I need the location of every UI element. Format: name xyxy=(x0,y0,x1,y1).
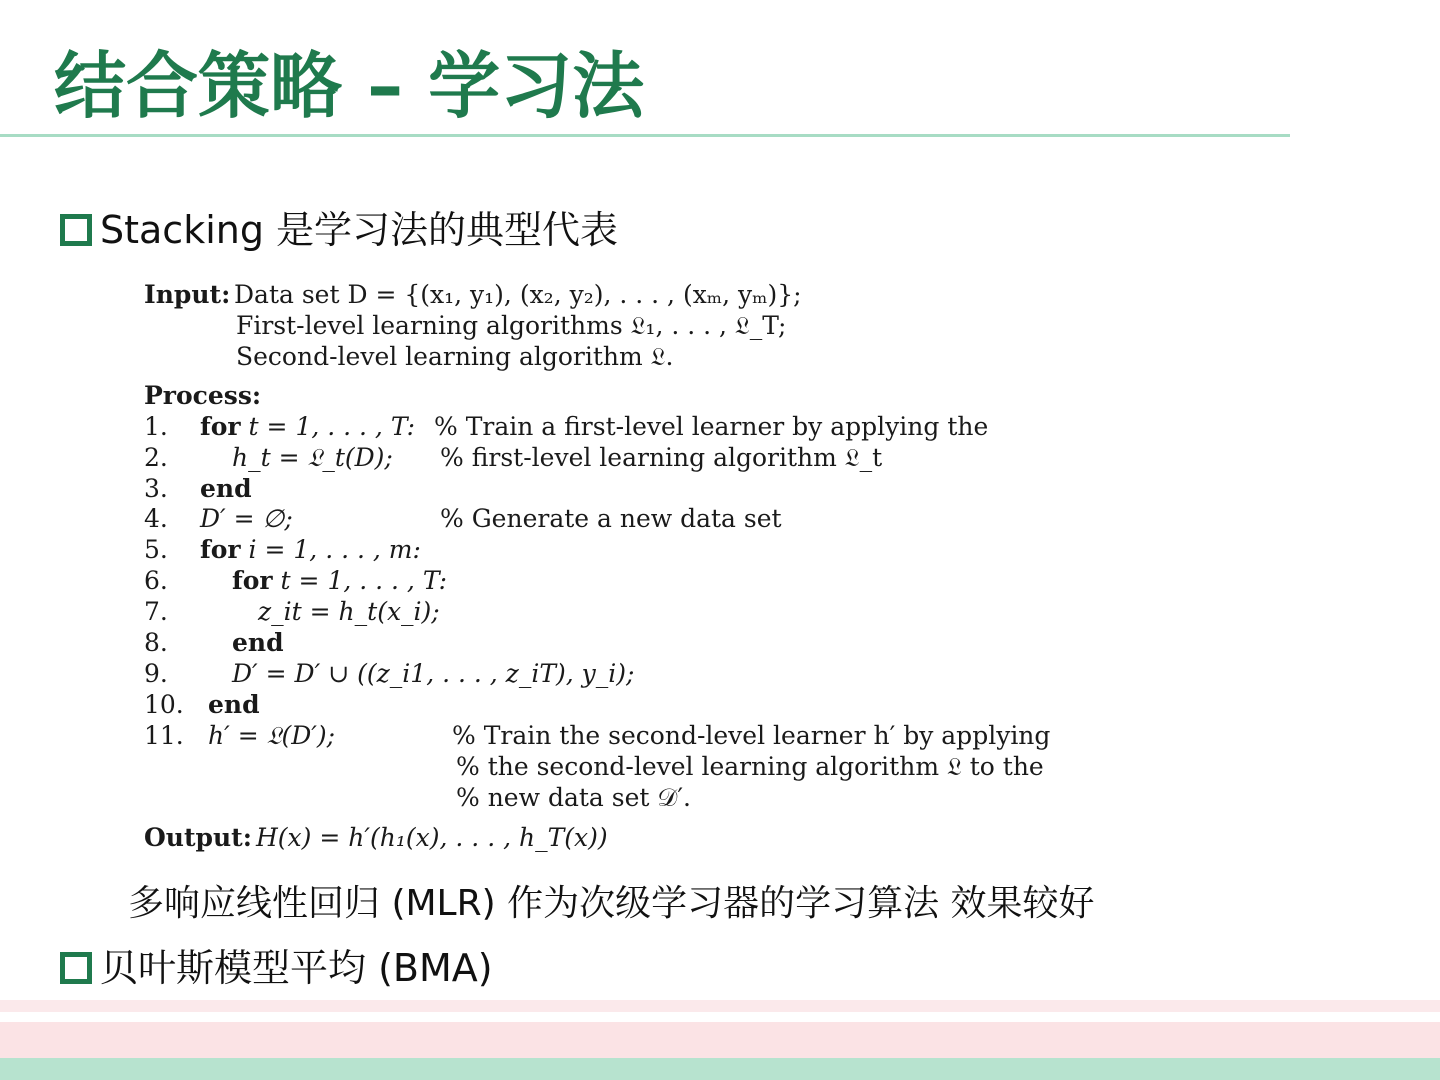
step-comment: % Generate a new data set xyxy=(440,504,782,533)
mlr-note: 多响应线性回归 (MLR) 作为次级学习器的学习算法 效果较好 xyxy=(128,883,1095,924)
keyword: end xyxy=(208,690,260,719)
step-code: D′ = ∅; xyxy=(200,504,293,533)
input-label: Input: xyxy=(144,280,231,309)
step-number: 3. xyxy=(144,474,168,503)
bullet-stacking xyxy=(60,206,618,254)
step-code: z_it = h_t(x_i); xyxy=(258,597,440,626)
code: t = 1, . . . , T: xyxy=(240,412,416,441)
output-formula: H(x) = h′(h₁(x), . . . , h_T(x)) xyxy=(256,823,608,852)
keyword: end xyxy=(232,628,284,657)
step-code: D′ = D′ ∪ ((z_i1, . . . , z_iT), y_i); xyxy=(232,659,635,688)
bullet-text: Stacking 是学习法的典型代表 xyxy=(100,208,619,252)
footer-band-light xyxy=(0,1000,1440,1012)
bullet-bma xyxy=(60,944,493,992)
keyword: for xyxy=(200,535,241,564)
bullet-text: 贝叶斯模型平均 (BMA) xyxy=(100,946,493,990)
step-comment: % first-level learning algorithm 𝔏_t xyxy=(440,443,883,472)
step-comment: % Train the second-level learner h′ by applying xyxy=(452,721,1051,750)
step-comment: % new data set 𝒟′. xyxy=(456,783,691,812)
output-label: Output: xyxy=(144,823,252,852)
keyword: end xyxy=(200,474,252,503)
keyword: for xyxy=(232,566,273,595)
stacking-algorithm xyxy=(144,280,1084,860)
input-line: First-level learning algorithms 𝔏₁, . . . , 𝔏_T; xyxy=(236,311,787,340)
code: t = 1, . . . , T: xyxy=(272,566,448,595)
step-number: 4. xyxy=(144,504,168,533)
input-line: Second-level learning algorithm 𝔏. xyxy=(236,342,674,371)
step-comment: % the second-level learning algorithm 𝔏 to the xyxy=(456,752,1044,781)
step-code: h′ = 𝔏(D′); xyxy=(208,721,336,750)
step-number: 10. xyxy=(144,690,184,719)
step-code xyxy=(232,566,447,595)
keyword: for xyxy=(200,412,241,441)
step-number: 6. xyxy=(144,566,168,595)
step-number: 9. xyxy=(144,659,168,688)
square-bullet-icon xyxy=(60,952,92,984)
slide-title: 结合策略 – 学习法 xyxy=(54,44,645,128)
code: i = 1, . . . , m: xyxy=(240,535,421,564)
step-number: 7. xyxy=(144,597,168,626)
step-number: 8. xyxy=(144,628,168,657)
input-line: Data set D = {(x₁, y₁), (x₂, y₂), . . . , (xₘ, yₘ)}; xyxy=(234,280,802,309)
footer-band-green xyxy=(0,1058,1440,1080)
step-number: 5. xyxy=(144,535,168,564)
process-label: Process: xyxy=(144,381,262,410)
step-number: 2. xyxy=(144,443,168,472)
step-number: 11. xyxy=(144,721,184,750)
square-bullet-icon xyxy=(60,214,92,246)
step-comment: % Train a first-level learner by applying the xyxy=(434,412,989,441)
title-divider xyxy=(0,134,1290,137)
step-code xyxy=(200,412,415,441)
step-code: h_t = 𝔏_t(D); xyxy=(232,443,393,472)
step-number: 1. xyxy=(144,412,168,441)
footer-band-pink xyxy=(0,1022,1440,1058)
step-code xyxy=(200,535,421,564)
